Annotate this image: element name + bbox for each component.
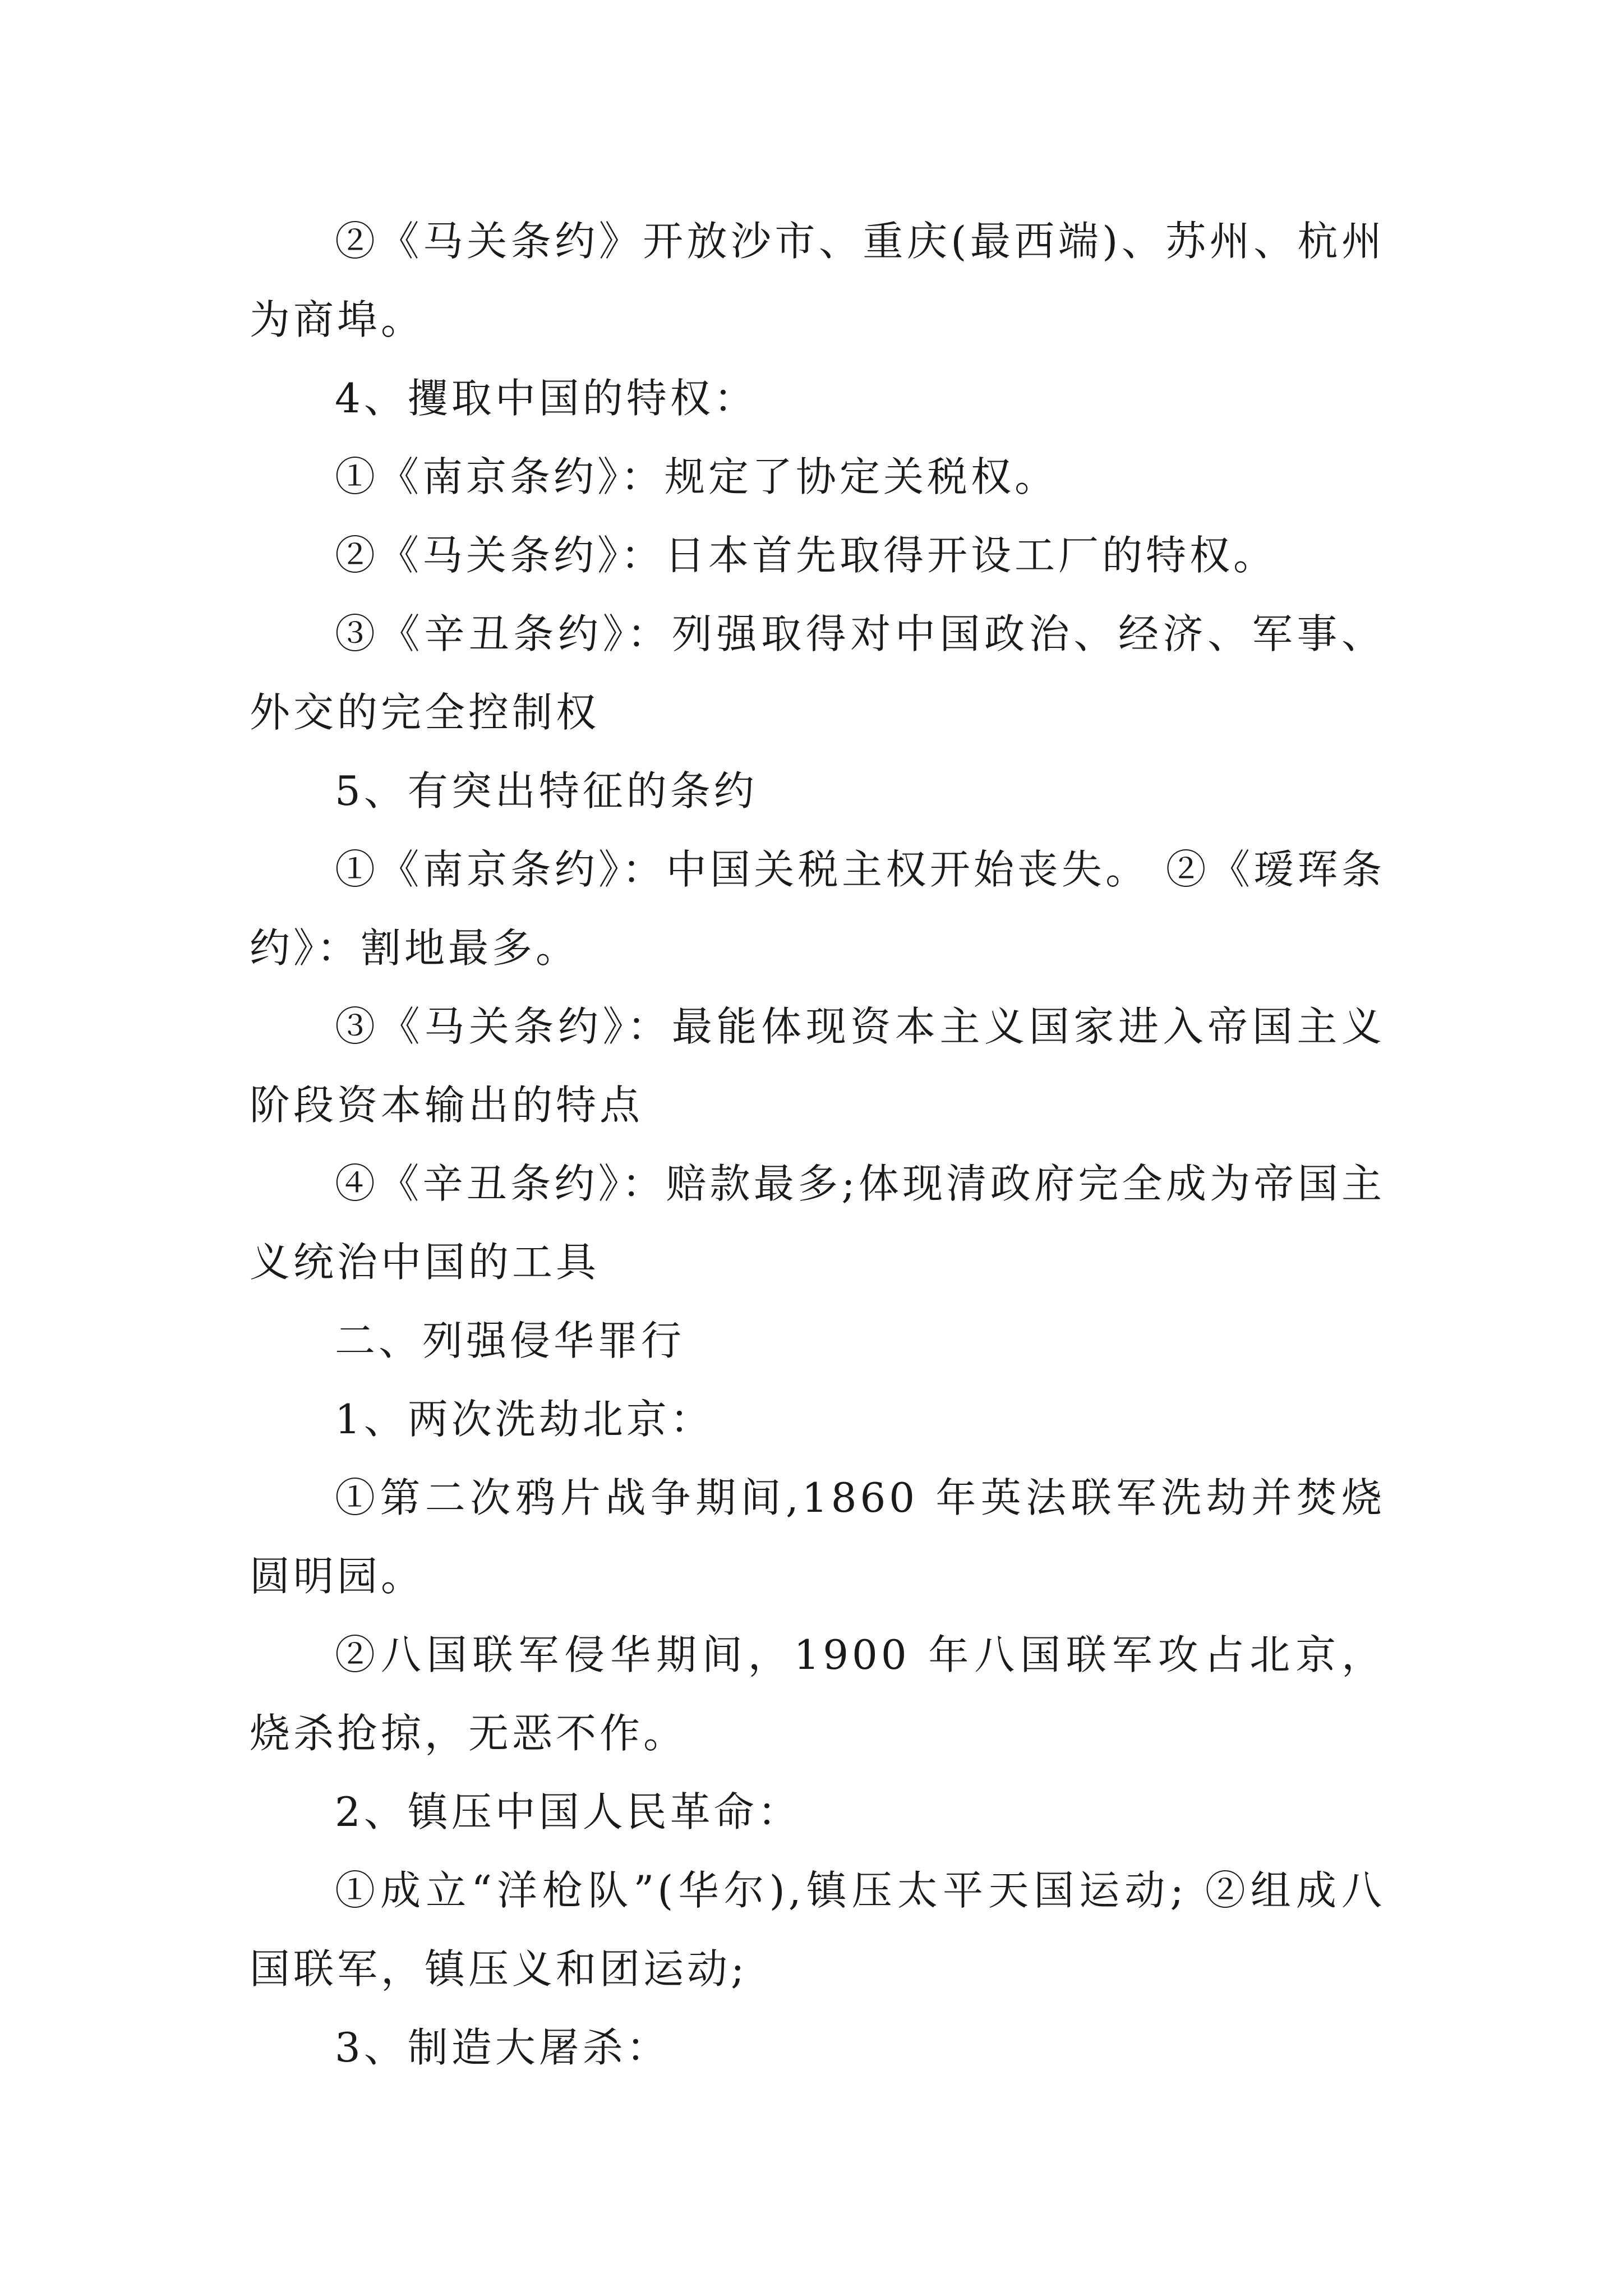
paragraph-xinchou-indemnity: ④《辛丑条约》：赔款最多;体现清政府完全成为帝国主义统治中国的工具 (250, 1160, 1385, 1286)
paragraph-1860-yuanmingyuan: ①第二次鸦片战争期间,1860 年英法联军洗劫并焚烧圆明园。 (250, 1474, 1385, 1600)
paragraph-xinchou-control: ③《辛丑条约》：列强取得对中国政治、经济、军事、外交的完全控制权 (250, 610, 1385, 736)
heading-crimes: 二、列强侵华罪行 (335, 1317, 685, 1364)
heading-massacres: 3、制造大屠杀： (335, 2024, 670, 2071)
heading-plunder-beijing: 1、两次洗劫北京： (335, 1396, 714, 1443)
heading-privileges: 4、攫取中国的特权： (335, 375, 758, 422)
heading-suppression: 2、镇压中国人民革命： (335, 1788, 801, 1835)
paragraph-1900-eight-nations: ②八国联军侵华期间，1900 年八国联军攻占北京，烧杀抢掠，无恶不作。 (250, 1631, 1385, 1757)
heading-notable-treaties: 5、有突出特征的条约 (335, 767, 758, 815)
paragraph-nanjing-tariff: ①《南京条约》：规定了协定关税权。 (335, 453, 1059, 500)
document-body (250, 202, 1385, 2087)
paragraph-maguan-factories: ②《马关条约》：日本首先取得开设工厂的特权。 (335, 532, 1278, 579)
paragraph-treaty-ports-maguan: ②《马关条约》开放沙市、重庆(最西端)、苏州、杭州为商埠。 (250, 218, 1385, 343)
paragraph-ever-victorious-army: ①成立“洋枪队”(华尔),镇压太平天国运动; ②组成八国联军，镇压义和团运动; (250, 1867, 1385, 1993)
paragraph-maguan-capital-export: ③《马关条约》：最能体现资本主义国家进入帝国主义阶段资本输出的特点 (250, 1003, 1385, 1129)
paragraph-nanjing-aihui: ①《南京条约》：中国关税主权开始丧失。 ②《瑷珲条约》：割地最多。 (250, 846, 1385, 972)
